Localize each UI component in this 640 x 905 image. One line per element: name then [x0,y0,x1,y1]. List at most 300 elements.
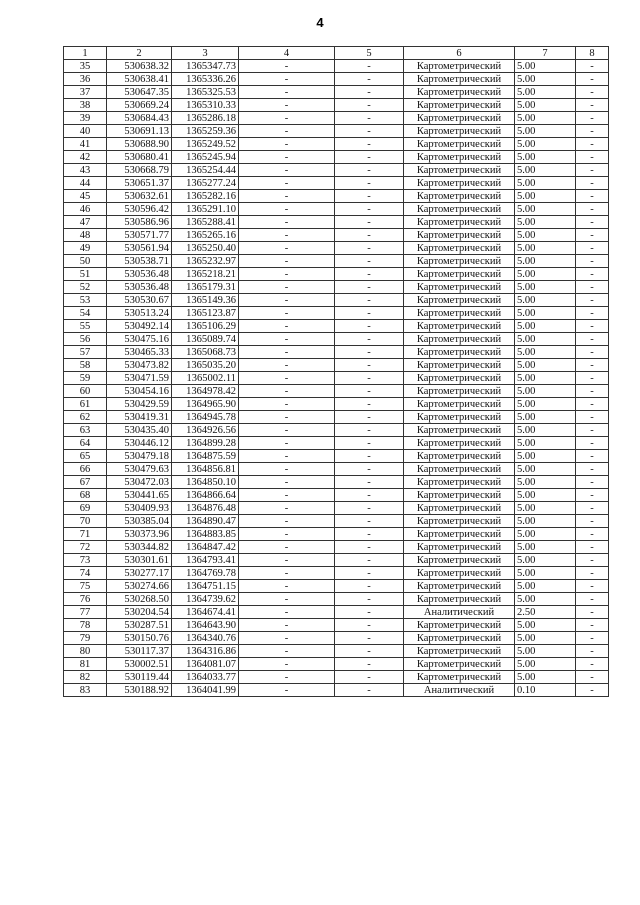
coordinates-table [63,46,609,697]
method-cell: Картометрический [404,528,515,541]
column-5-cell: - [335,580,404,593]
y-coordinate-cell: 1365002.11 [172,372,239,385]
y-coordinate-cell: 1365277.24 [172,177,239,190]
accuracy-cell: 5.00 [515,242,576,255]
column-5-cell: - [335,450,404,463]
method-cell: Картометрический [404,541,515,554]
method-cell: Картометрический [404,307,515,320]
x-coordinate-cell: 530492.14 [107,320,172,333]
y-coordinate-cell: 1365291.10 [172,203,239,216]
y-coordinate-cell: 1364890.47 [172,515,239,528]
table-row [64,502,609,515]
column-8-cell: - [576,242,609,255]
y-coordinate-cell: 1364847.42 [172,541,239,554]
table-row [64,606,609,619]
method-cell: Картометрический [404,190,515,203]
point-number-cell: 52 [64,281,107,294]
column-4-cell: - [239,515,335,528]
table-row [64,307,609,320]
x-coordinate-cell: 530409.93 [107,502,172,515]
method-cell: Картометрический [404,320,515,333]
method-cell: Картометрический [404,515,515,528]
column-4-cell: - [239,216,335,229]
column-header-8: 8 [576,47,609,60]
table-row [64,554,609,567]
column-4-cell: - [239,671,335,684]
column-5-cell: - [335,346,404,359]
x-coordinate-cell: 530274.66 [107,580,172,593]
x-coordinate-cell: 530688.90 [107,138,172,151]
column-4-cell: - [239,281,335,294]
column-5-cell: - [335,268,404,281]
column-4-cell: - [239,203,335,216]
y-coordinate-cell: 1365089.74 [172,333,239,346]
column-header-5: 5 [335,47,404,60]
column-8-cell: - [576,528,609,541]
accuracy-cell: 5.00 [515,515,576,528]
method-cell: Картометрический [404,411,515,424]
y-coordinate-cell: 1365282.16 [172,190,239,203]
accuracy-cell: 5.00 [515,320,576,333]
point-number-cell: 59 [64,372,107,385]
column-5-cell: - [335,567,404,580]
accuracy-cell: 5.00 [515,86,576,99]
table-row [64,151,609,164]
column-8-cell: - [576,619,609,632]
table-row [64,567,609,580]
x-coordinate-cell: 530647.35 [107,86,172,99]
method-cell: Картометрический [404,580,515,593]
y-coordinate-cell: 1365249.52 [172,138,239,151]
column-8-cell: - [576,138,609,151]
method-cell: Аналитический [404,684,515,697]
column-8-cell: - [576,268,609,281]
table-row [64,684,609,697]
method-cell: Картометрический [404,385,515,398]
x-coordinate-cell: 530268.50 [107,593,172,606]
method-cell: Картометрический [404,502,515,515]
y-coordinate-cell: 1365250.40 [172,242,239,255]
accuracy-cell: 5.00 [515,294,576,307]
accuracy-cell: 5.00 [515,268,576,281]
y-coordinate-cell: 1365218.21 [172,268,239,281]
y-coordinate-cell: 1364769.78 [172,567,239,580]
y-coordinate-cell: 1364316.86 [172,645,239,658]
x-coordinate-cell: 530669.24 [107,99,172,112]
accuracy-cell: 5.00 [515,489,576,502]
column-5-cell: - [335,86,404,99]
accuracy-cell: 5.00 [515,580,576,593]
method-cell: Картометрический [404,138,515,151]
column-4-cell: - [239,320,335,333]
column-4-cell: - [239,138,335,151]
column-5-cell: - [335,528,404,541]
method-cell: Картометрический [404,359,515,372]
column-4-cell: - [239,333,335,346]
x-coordinate-cell: 530002.51 [107,658,172,671]
x-coordinate-cell: 530435.40 [107,424,172,437]
accuracy-cell: 5.00 [515,593,576,606]
accuracy-cell: 5.00 [515,216,576,229]
column-8-cell: - [576,567,609,580]
point-number-cell: 67 [64,476,107,489]
table-row [64,138,609,151]
column-4-cell: - [239,385,335,398]
x-coordinate-cell: 530301.61 [107,554,172,567]
x-coordinate-cell: 530632.61 [107,190,172,203]
point-number-cell: 54 [64,307,107,320]
column-4-cell: - [239,164,335,177]
column-5-cell: - [335,372,404,385]
x-coordinate-cell: 530385.04 [107,515,172,528]
method-cell: Картометрический [404,658,515,671]
y-coordinate-cell: 1365325.53 [172,86,239,99]
accuracy-cell: 5.00 [515,125,576,138]
x-coordinate-cell: 530691.13 [107,125,172,138]
column-8-cell: - [576,359,609,372]
column-header-4: 4 [239,47,335,60]
accuracy-cell: 5.00 [515,476,576,489]
column-8-cell: - [576,164,609,177]
table-row [64,359,609,372]
point-number-cell: 55 [64,320,107,333]
point-number-cell: 76 [64,593,107,606]
method-cell: Картометрический [404,671,515,684]
column-8-cell: - [576,60,609,73]
column-4-cell: - [239,359,335,372]
column-4-cell: - [239,411,335,424]
method-cell: Картометрический [404,73,515,86]
column-4-cell: - [239,229,335,242]
accuracy-cell: 5.00 [515,398,576,411]
accuracy-cell: 5.00 [515,333,576,346]
column-8-cell: - [576,320,609,333]
column-4-cell: - [239,99,335,112]
table-header [64,47,609,60]
x-coordinate-cell: 530373.96 [107,528,172,541]
table-row [64,437,609,450]
column-4-cell: - [239,593,335,606]
method-cell: Картометрический [404,86,515,99]
y-coordinate-cell: 1365254.44 [172,164,239,177]
table-row [64,515,609,528]
y-coordinate-cell: 1365310.33 [172,99,239,112]
point-number-cell: 50 [64,255,107,268]
x-coordinate-cell: 530571.77 [107,229,172,242]
method-cell: Картометрический [404,333,515,346]
column-header-7: 7 [515,47,576,60]
column-8-cell: - [576,73,609,86]
column-4-cell: - [239,73,335,86]
column-4-cell: - [239,255,335,268]
column-5-cell: - [335,476,404,489]
point-number-cell: 70 [64,515,107,528]
column-5-cell: - [335,164,404,177]
column-8-cell: - [576,463,609,476]
x-coordinate-cell: 530119.44 [107,671,172,684]
column-5-cell: - [335,554,404,567]
column-5-cell: - [335,658,404,671]
accuracy-cell: 5.00 [515,658,576,671]
table-row [64,528,609,541]
column-4-cell: - [239,294,335,307]
point-number-cell: 81 [64,658,107,671]
column-8-cell: - [576,593,609,606]
x-coordinate-cell: 530479.63 [107,463,172,476]
y-coordinate-cell: 1364876.48 [172,502,239,515]
point-number-cell: 51 [64,268,107,281]
accuracy-cell: 5.00 [515,450,576,463]
column-4-cell: - [239,567,335,580]
column-8-cell: - [576,385,609,398]
y-coordinate-cell: 1365123.87 [172,307,239,320]
accuracy-cell: 5.00 [515,164,576,177]
accuracy-cell: 5.00 [515,554,576,567]
column-8-cell: - [576,411,609,424]
x-coordinate-cell: 530651.37 [107,177,172,190]
column-4-cell: - [239,606,335,619]
column-5-cell: - [335,307,404,320]
x-coordinate-cell: 530204.54 [107,606,172,619]
x-coordinate-cell: 530277.17 [107,567,172,580]
x-coordinate-cell: 530638.32 [107,60,172,73]
method-cell: Картометрический [404,372,515,385]
accuracy-cell: 5.00 [515,60,576,73]
column-4-cell: - [239,151,335,164]
x-coordinate-cell: 530287.51 [107,619,172,632]
point-number-cell: 65 [64,450,107,463]
column-8-cell: - [576,216,609,229]
column-8-cell: - [576,424,609,437]
method-cell: Картометрический [404,242,515,255]
column-8-cell: - [576,151,609,164]
x-coordinate-cell: 530530.67 [107,294,172,307]
table-row [64,593,609,606]
column-8-cell: - [576,580,609,593]
column-5-cell: - [335,502,404,515]
method-cell: Картометрический [404,567,515,580]
y-coordinate-cell: 1365068.73 [172,346,239,359]
accuracy-cell: 5.00 [515,307,576,320]
column-4-cell: - [239,437,335,450]
column-5-cell: - [335,112,404,125]
table-row [64,476,609,489]
column-8-cell: - [576,476,609,489]
point-number-cell: 66 [64,463,107,476]
method-cell: Картометрический [404,632,515,645]
column-5-cell: - [335,489,404,502]
column-4-cell: - [239,346,335,359]
y-coordinate-cell: 1364643.90 [172,619,239,632]
x-coordinate-cell: 530538.71 [107,255,172,268]
point-number-cell: 38 [64,99,107,112]
column-header-1: 1 [64,47,107,60]
table-body [64,60,609,697]
column-4-cell: - [239,502,335,515]
accuracy-cell: 5.00 [515,502,576,515]
point-number-cell: 63 [64,424,107,437]
accuracy-cell: 5.00 [515,177,576,190]
column-8-cell: - [576,99,609,112]
y-coordinate-cell: 1364978.42 [172,385,239,398]
x-coordinate-cell: 530150.76 [107,632,172,645]
point-number-cell: 53 [64,294,107,307]
column-4-cell: - [239,463,335,476]
x-coordinate-cell: 530680.41 [107,151,172,164]
header-row [64,47,609,60]
table-row [64,281,609,294]
x-coordinate-cell: 530446.12 [107,437,172,450]
column-4-cell: - [239,398,335,411]
column-8-cell: - [576,281,609,294]
point-number-cell: 72 [64,541,107,554]
column-8-cell: - [576,229,609,242]
y-coordinate-cell: 1365288.41 [172,216,239,229]
point-number-cell: 39 [64,112,107,125]
point-number-cell: 60 [64,385,107,398]
table-row [64,320,609,333]
column-5-cell: - [335,203,404,216]
point-number-cell: 73 [64,554,107,567]
column-4-cell: - [239,528,335,541]
x-coordinate-cell: 530419.31 [107,411,172,424]
column-8-cell: - [576,554,609,567]
point-number-cell: 42 [64,151,107,164]
x-coordinate-cell: 530596.42 [107,203,172,216]
accuracy-cell: 5.00 [515,359,576,372]
accuracy-cell: 5.00 [515,645,576,658]
column-8-cell: - [576,190,609,203]
column-8-cell: - [576,437,609,450]
column-5-cell: - [335,671,404,684]
column-4-cell: - [239,580,335,593]
x-coordinate-cell: 530429.59 [107,398,172,411]
accuracy-cell: 5.00 [515,203,576,216]
column-8-cell: - [576,671,609,684]
table-row [64,372,609,385]
method-cell: Картометрический [404,294,515,307]
point-number-cell: 82 [64,671,107,684]
method-cell: Аналитический [404,606,515,619]
column-5-cell: - [335,229,404,242]
y-coordinate-cell: 1365149.36 [172,294,239,307]
column-4-cell: - [239,424,335,437]
table-row [64,177,609,190]
point-number-cell: 45 [64,190,107,203]
column-5-cell: - [335,333,404,346]
column-5-cell: - [335,619,404,632]
method-cell: Картометрический [404,554,515,567]
column-8-cell: - [576,645,609,658]
column-8-cell: - [576,372,609,385]
column-8-cell: - [576,333,609,346]
table-row [64,346,609,359]
accuracy-cell: 2.50 [515,606,576,619]
column-5-cell: - [335,242,404,255]
table-row [64,112,609,125]
point-number-cell: 75 [64,580,107,593]
point-number-cell: 36 [64,73,107,86]
method-cell: Картометрический [404,164,515,177]
point-number-cell: 48 [64,229,107,242]
x-coordinate-cell: 530536.48 [107,281,172,294]
method-cell: Картометрический [404,255,515,268]
column-5-cell: - [335,151,404,164]
column-4-cell: - [239,684,335,697]
method-cell: Картометрический [404,151,515,164]
column-4-cell: - [239,632,335,645]
y-coordinate-cell: 1365232.97 [172,255,239,268]
point-number-cell: 71 [64,528,107,541]
column-8-cell: - [576,658,609,671]
column-5-cell: - [335,411,404,424]
method-cell: Картометрический [404,112,515,125]
x-coordinate-cell: 530479.18 [107,450,172,463]
column-8-cell: - [576,489,609,502]
method-cell: Картометрический [404,203,515,216]
accuracy-cell: 5.00 [515,632,576,645]
x-coordinate-cell: 530471.59 [107,372,172,385]
column-5-cell: - [335,138,404,151]
column-4-cell: - [239,541,335,554]
column-5-cell: - [335,73,404,86]
x-coordinate-cell: 530344.82 [107,541,172,554]
column-5-cell: - [335,463,404,476]
method-cell: Картометрический [404,489,515,502]
table-row [64,580,609,593]
column-5-cell: - [335,424,404,437]
column-5-cell: - [335,294,404,307]
column-5-cell: - [335,437,404,450]
table-row [64,164,609,177]
y-coordinate-cell: 1365035.20 [172,359,239,372]
method-cell: Картометрический [404,463,515,476]
point-number-cell: 78 [64,619,107,632]
table-row [64,60,609,73]
column-5-cell: - [335,593,404,606]
point-number-cell: 68 [64,489,107,502]
column-8-cell: - [576,307,609,320]
column-5-cell: - [335,60,404,73]
x-coordinate-cell: 530473.82 [107,359,172,372]
point-number-cell: 74 [64,567,107,580]
y-coordinate-cell: 1364926.56 [172,424,239,437]
column-4-cell: - [239,86,335,99]
y-coordinate-cell: 1364866.64 [172,489,239,502]
table-row [64,86,609,99]
column-8-cell: - [576,346,609,359]
column-5-cell: - [335,125,404,138]
point-number-cell: 57 [64,346,107,359]
column-8-cell: - [576,606,609,619]
point-number-cell: 58 [64,359,107,372]
column-8-cell: - [576,255,609,268]
column-5-cell: - [335,632,404,645]
y-coordinate-cell: 1365286.18 [172,112,239,125]
y-coordinate-cell: 1365347.73 [172,60,239,73]
y-coordinate-cell: 1364081.07 [172,658,239,671]
y-coordinate-cell: 1365245.94 [172,151,239,164]
method-cell: Картометрический [404,125,515,138]
table-row [64,398,609,411]
method-cell: Картометрический [404,177,515,190]
column-8-cell: - [576,515,609,528]
x-coordinate-cell: 530454.16 [107,385,172,398]
accuracy-cell: 5.00 [515,619,576,632]
column-4-cell: - [239,476,335,489]
y-coordinate-cell: 1364751.15 [172,580,239,593]
table-row [64,463,609,476]
